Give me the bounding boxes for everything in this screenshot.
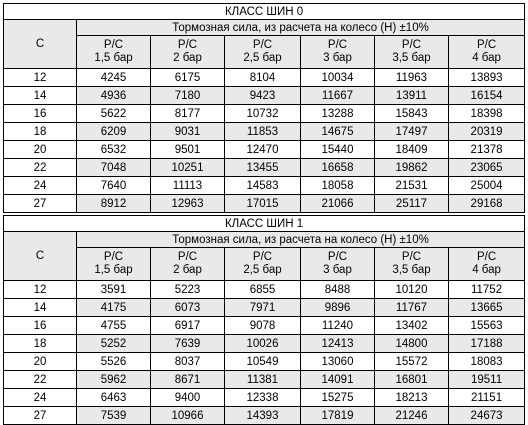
table-row — [4, 159, 525, 177]
table-row — [4, 353, 525, 371]
brake-force-cell: 13402 — [375, 317, 449, 335]
brake-force-cell: 5962 — [77, 371, 151, 389]
table-subtitle: Тормозная сила, из расчета на колесо (Н) ±10% — [77, 232, 525, 248]
table-row — [4, 105, 525, 123]
brake-force-cell: 7640 — [77, 177, 151, 195]
brake-force-cell: 13288 — [301, 105, 375, 123]
pressure-header: P/C 3 бар — [301, 36, 375, 69]
pressure-header: P/C 1,5 бар — [77, 248, 151, 281]
brake-force-cell: 10026 — [225, 335, 301, 353]
brake-force-cell: 14675 — [301, 123, 375, 141]
row-c-value: 20 — [4, 353, 77, 371]
brake-force-cell: 12413 — [301, 335, 375, 353]
pressure-header: P/C 2,5 бар — [225, 248, 301, 281]
brake-force-cell: 12470 — [225, 141, 301, 159]
row-c-value: 14 — [4, 87, 77, 105]
brake-force-cell: 18213 — [375, 389, 449, 407]
brake-force-cell: 7539 — [77, 407, 151, 425]
brake-force-cell: 6855 — [225, 281, 301, 299]
row-c-value: 22 — [4, 371, 77, 389]
brake-force-cell: 20319 — [449, 123, 525, 141]
brake-force-cell: 14393 — [225, 407, 301, 425]
brake-force-cell: 18058 — [301, 177, 375, 195]
brake-force-cell: 11381 — [225, 371, 301, 389]
brake-force-cell: 11752 — [449, 281, 525, 299]
brake-force-cell: 29168 — [449, 195, 525, 213]
brake-force-cell: 21151 — [449, 389, 525, 407]
row-c-value: 12 — [4, 69, 77, 87]
brake-force-cell: 5622 — [77, 105, 151, 123]
brake-force-cell: 3591 — [77, 281, 151, 299]
table-row — [4, 317, 525, 335]
brake-force-cell: 24673 — [449, 407, 525, 425]
row-c-value: 14 — [4, 299, 77, 317]
brake-force-cell: 8671 — [151, 371, 225, 389]
brake-force-cell: 18398 — [449, 105, 525, 123]
table-row — [4, 141, 525, 159]
brake-force-cell: 10966 — [151, 407, 225, 425]
brake-force-cell: 7048 — [77, 159, 151, 177]
table-row — [4, 87, 525, 105]
brake-force-cell: 15563 — [449, 317, 525, 335]
pressure-header: P/C 1,5 бар — [77, 36, 151, 69]
pressure-header: P/C 4 бар — [449, 248, 525, 281]
brake-force-cell: 17188 — [449, 335, 525, 353]
table-row — [4, 281, 525, 299]
brake-force-cell: 9423 — [225, 87, 301, 105]
brake-force-cell: 17819 — [301, 407, 375, 425]
row-c-value: 24 — [4, 177, 77, 195]
brake-force-cell: 25004 — [449, 177, 525, 195]
brake-force-cell: 11113 — [151, 177, 225, 195]
brake-force-cell: 9501 — [151, 141, 225, 159]
brake-force-cell: 7639 — [151, 335, 225, 353]
pressure-header: P/C 3 бар — [301, 248, 375, 281]
pressure-header: P/C 3,5 бар — [375, 36, 449, 69]
brake-force-cell: 6073 — [151, 299, 225, 317]
brake-force-cell: 21246 — [375, 407, 449, 425]
brake-force-cell: 11240 — [301, 317, 375, 335]
brake-force-cell: 14583 — [225, 177, 301, 195]
brake-force-cell: 13893 — [449, 69, 525, 87]
brake-force-cell: 19511 — [449, 371, 525, 389]
brake-force-cell: 4175 — [77, 299, 151, 317]
brake-force-cell: 6532 — [77, 141, 151, 159]
brake-force-cell: 11767 — [375, 299, 449, 317]
table-subtitle: Тормозная сила, из расчета на колесо (Н) ±10% — [77, 20, 525, 36]
row-c-value: 27 — [4, 195, 77, 213]
brake-force-cell: 17015 — [225, 195, 301, 213]
brake-force-cell: 10120 — [375, 281, 449, 299]
brake-force-cell: 11853 — [225, 123, 301, 141]
row-c-value: 16 — [4, 105, 77, 123]
pressure-header: P/C 2 бар — [151, 36, 225, 69]
brake-force-cell: 8912 — [77, 195, 151, 213]
table-row — [4, 123, 525, 141]
brake-force-cell: 17497 — [375, 123, 449, 141]
brake-force-cell: 5223 — [151, 281, 225, 299]
column-header-c: C — [4, 20, 77, 69]
brake-force-cell: 21066 — [301, 195, 375, 213]
column-header-c: C — [4, 232, 77, 281]
brake-force-cell: 13911 — [375, 87, 449, 105]
brake-force-cell: 8488 — [301, 281, 375, 299]
table-title: КЛАСС ШИН 1 — [4, 216, 525, 232]
brake-force-cell: 11667 — [301, 87, 375, 105]
pressure-header-row — [4, 36, 525, 69]
brake-force-cell: 10732 — [225, 105, 301, 123]
brake-force-cell: 7180 — [151, 87, 225, 105]
brake-force-cell: 6917 — [151, 317, 225, 335]
brake-force-cell: 5526 — [77, 353, 151, 371]
brake-force-cell: 13665 — [449, 299, 525, 317]
brake-force-cell: 16154 — [449, 87, 525, 105]
row-c-value: 18 — [4, 123, 77, 141]
table-title: КЛАСС ШИН 0 — [4, 4, 525, 20]
brake-force-cell: 6463 — [77, 389, 151, 407]
row-c-value: 16 — [4, 317, 77, 335]
brake-force-cell: 4936 — [77, 87, 151, 105]
brake-force-cell: 8177 — [151, 105, 225, 123]
brake-force-cell: 15572 — [375, 353, 449, 371]
pressure-header: P/C 2,5 бар — [225, 36, 301, 69]
row-c-value: 20 — [4, 141, 77, 159]
brake-force-cell: 23065 — [449, 159, 525, 177]
brake-force-cell: 10034 — [301, 69, 375, 87]
table-row — [4, 335, 525, 353]
brake-force-cell: 15440 — [301, 141, 375, 159]
brake-force-cell: 15843 — [375, 105, 449, 123]
pressure-header: P/C 3,5 бар — [375, 248, 449, 281]
table-row — [4, 299, 525, 317]
brake-force-cell: 7971 — [225, 299, 301, 317]
brake-force-cell: 9078 — [225, 317, 301, 335]
brake-force-cell: 13060 — [301, 353, 375, 371]
pressure-header: P/C 4 бар — [449, 36, 525, 69]
brake-force-cell: 15275 — [301, 389, 375, 407]
brake-force-cell: 11963 — [375, 69, 449, 87]
table-row — [4, 195, 525, 213]
brake-force-cell: 10251 — [151, 159, 225, 177]
brake-force-cell: 21378 — [449, 141, 525, 159]
row-c-value: 22 — [4, 159, 77, 177]
brake-force-cell: 6175 — [151, 69, 225, 87]
pressure-header-row — [4, 248, 525, 281]
brake-force-cell: 8104 — [225, 69, 301, 87]
brake-force-cell: 16801 — [375, 371, 449, 389]
brake-force-cell: 8037 — [151, 353, 225, 371]
pressure-header: P/C 2 бар — [151, 248, 225, 281]
brake-force-cell: 25117 — [375, 195, 449, 213]
row-c-value: 12 — [4, 281, 77, 299]
brake-force-cell: 14091 — [301, 371, 375, 389]
brake-force-cell: 9896 — [301, 299, 375, 317]
row-c-value: 27 — [4, 407, 77, 425]
brake-force-cell: 9031 — [151, 123, 225, 141]
tire-class-1-table — [3, 215, 525, 425]
brake-force-cell: 12963 — [151, 195, 225, 213]
table-row — [4, 177, 525, 195]
brake-force-cell: 10549 — [225, 353, 301, 371]
tire-class-0-table — [3, 3, 525, 213]
brake-force-cell: 9400 — [151, 389, 225, 407]
brake-force-cell: 4245 — [77, 69, 151, 87]
brake-force-cell: 19862 — [375, 159, 449, 177]
table-row — [4, 69, 525, 87]
table-row — [4, 371, 525, 389]
brake-force-cell: 4755 — [77, 317, 151, 335]
table-row — [4, 389, 525, 407]
brake-force-cell: 16658 — [301, 159, 375, 177]
brake-force-cell: 13455 — [225, 159, 301, 177]
brake-force-cell: 6209 — [77, 123, 151, 141]
row-c-value: 18 — [4, 335, 77, 353]
brake-force-cell: 5252 — [77, 335, 151, 353]
brake-force-cell: 18083 — [449, 353, 525, 371]
brake-force-cell: 14800 — [375, 335, 449, 353]
brake-force-cell: 12338 — [225, 389, 301, 407]
row-c-value: 24 — [4, 389, 77, 407]
brake-force-cell: 21531 — [375, 177, 449, 195]
brake-force-cell: 18409 — [375, 141, 449, 159]
